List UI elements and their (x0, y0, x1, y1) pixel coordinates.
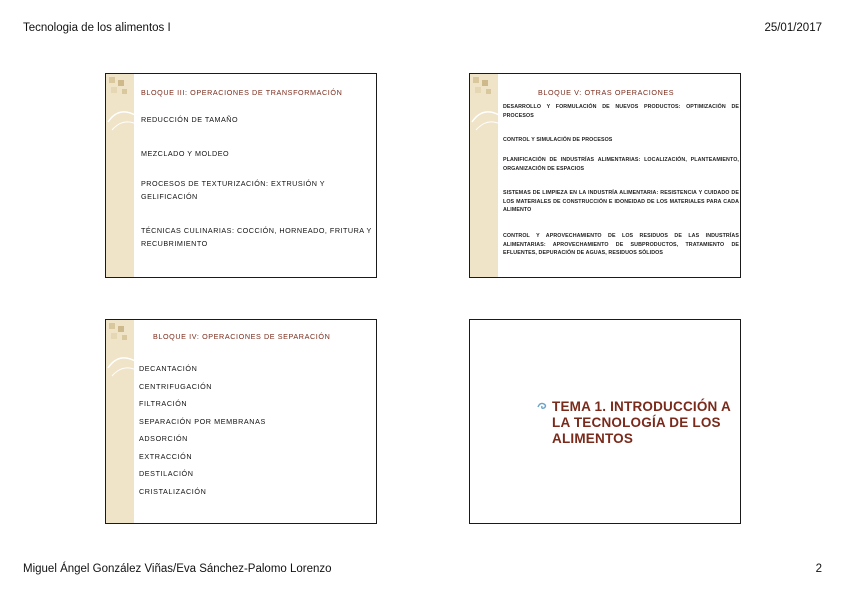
slide-item: CONTROL Y SIMULACIÓN DE PROCESOS (503, 137, 613, 143)
slide-thumbnail-1 (105, 73, 377, 278)
slide-item: PROCESOS DE TEXTURIZACIÓN: EXTRUSIÓN Y GELIFICACIÓN (141, 179, 325, 201)
swirl-bullet-icon (537, 401, 548, 410)
list-item: CENTRIFUGACIÓN (139, 381, 213, 391)
slide-item: CONTROL Y APROVECHAMIENTO DE LOS RESIDUOS DE LAS INDUSTRÍAS ALIMENTARIAS: APROVECHAMIENTO DE SUBPRODUCTOS, TRATAMIENTO DE EFLUENTES, DEPURACIÓN DE AGUAS, RESIDUOS SÓLIDOS (503, 233, 739, 256)
slide-item: DESARROLLO Y FORMULACIÓN DE NUEVOS PRODUCTOS: OPTIMIZACIÓN DE PROCESOS (503, 104, 739, 119)
list-item: ADSORCIÓN (139, 434, 188, 443)
list-item: DECANTACIÓN (139, 364, 198, 373)
document-date: 25/01/2017 (764, 22, 822, 34)
pattern-ornament-icon (106, 320, 134, 380)
slide-item: PLANIFICACIÓN DE INDUSTRÍAS ALIMENTARIAS: LOCALIZACIÓN, PLANTEAMIENTO, ORGANIZACIÓN DE ESPACIOS (503, 157, 739, 172)
document-title: Tecnologia de los alimentos I (23, 22, 171, 34)
slide-thumbnail-4 (469, 319, 741, 524)
slide-item: TÉCNICAS CULINARIAS: COCCIÓN, HORNEADO, FRITURA Y RECUBRIMIENTO (141, 226, 372, 248)
list-item: CRISTALIZACIÓN (139, 486, 207, 496)
list-item: EXTRACCIÓN (139, 451, 193, 461)
list-item: SEPARACIÓN POR MEMBRANAS (139, 416, 266, 426)
list-item: DESTILACIÓN (139, 469, 194, 478)
slide-title: BLOQUE III: OPERACIONES DE TRANSFORMACIÓN (141, 88, 343, 97)
pattern-ornament-icon (470, 74, 498, 134)
slide-sidebar-decoration (106, 320, 134, 523)
slide-title: TEMA 1. INTRODUCCIÓN A LA TECNOLOGÍA DE LOS ALIMENTOS (552, 399, 731, 446)
slide-title: BLOQUE V: OTRAS OPERACIONES (538, 88, 675, 97)
slide-title: BLOQUE IV: OPERACIONES DE SEPARACIÓN (153, 332, 331, 341)
slide-sidebar-decoration (106, 74, 134, 277)
list-item: FILTRACIÓN (139, 399, 188, 408)
pattern-ornament-icon (106, 74, 134, 134)
slide-item: MEZCLADO Y MOLDEO (141, 149, 230, 158)
slide-sidebar-decoration (470, 74, 498, 277)
slide-item-list (139, 360, 266, 500)
document-authors: Miguel Ángel González Viñas/Eva Sánchez-Palomo Lorenzo (23, 563, 332, 575)
page-number: 2 (815, 563, 822, 575)
slide-item: REDUCCIÓN DE TAMAÑO (141, 115, 239, 124)
slide-thumbnail-2 (469, 73, 741, 278)
slide-thumbnail-3 (105, 319, 377, 524)
slide-item: SISTEMAS DE LIMPIEZA EN LA INDUSTRÍA ALIMENTARIA: RESISTENCIA Y CUIDADO DE LOS MATERIALES DE CONSTRUCCIÓN E IDONEIDAD DE LOS MATERIALES PARA CADA ALIMENTO (503, 190, 739, 213)
